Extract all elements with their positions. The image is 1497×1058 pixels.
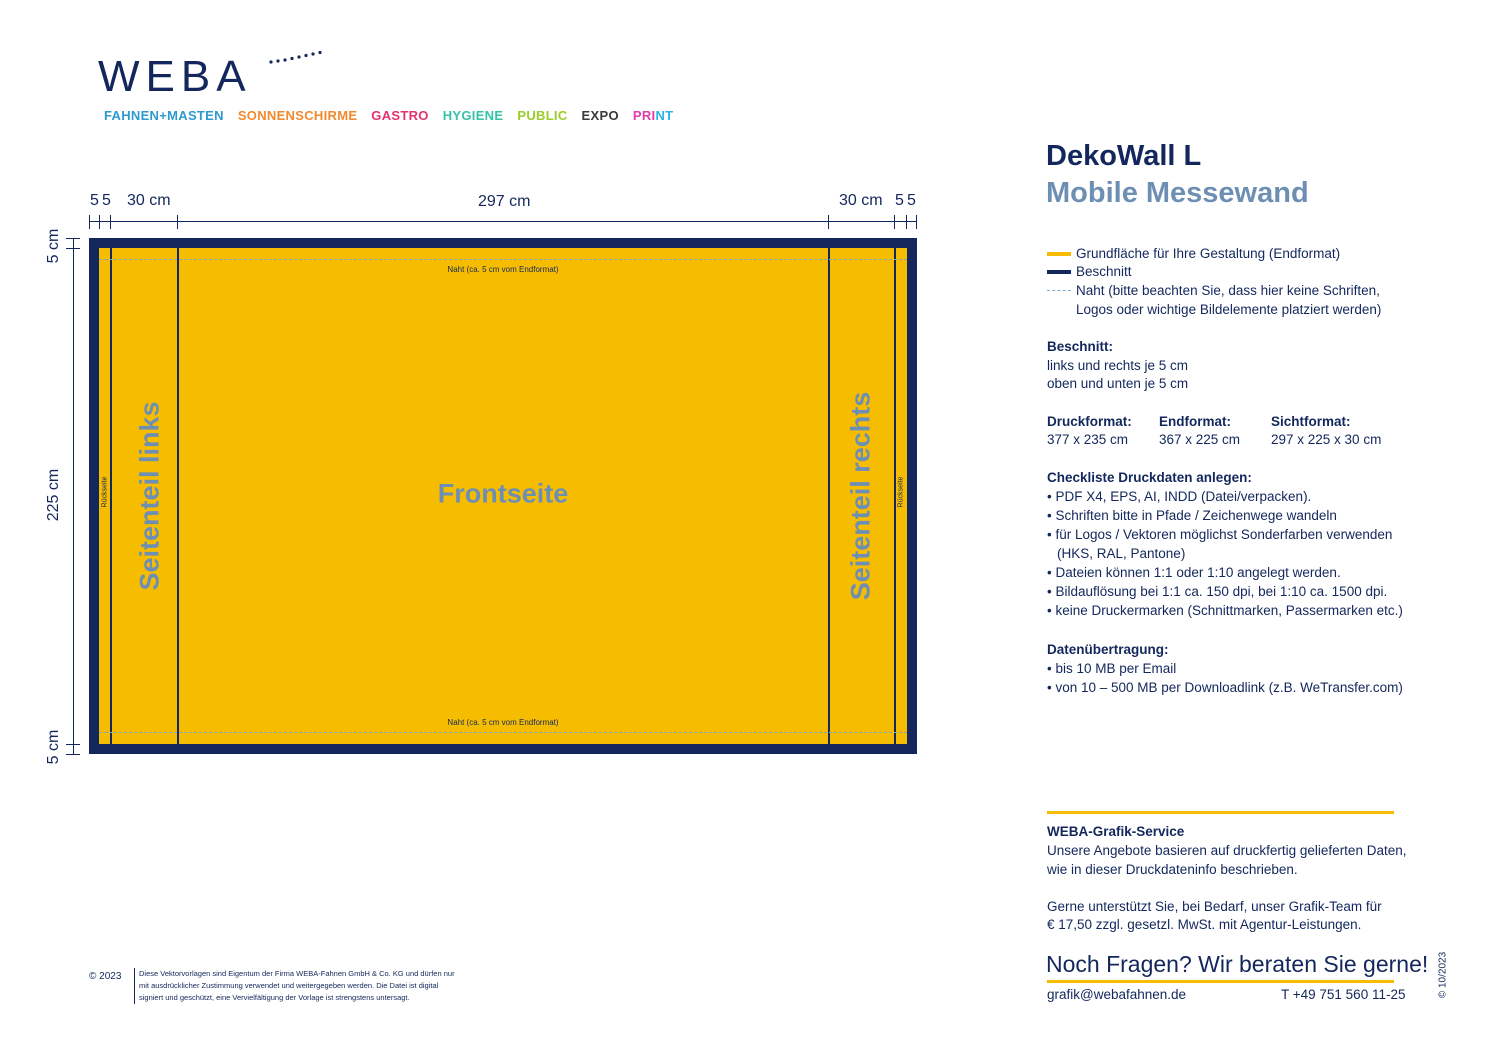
side-label-right: Seitenteil rechts <box>845 391 876 601</box>
dim-tick <box>99 215 100 229</box>
division-sonnenschirme: SONNENSCHIRME <box>237 108 358 123</box>
transfer-item: • von 10 – 500 MB per Downloadlink (z.B. WeTransfer.com) <box>1047 680 1403 695</box>
dim-top-bleed: 5 cm <box>45 228 62 264</box>
dim-tick <box>66 238 80 239</box>
weba-logo: WEBA <box>98 52 252 101</box>
copyright: © 2023 <box>89 971 122 982</box>
legend-navy-swatch <box>1047 270 1071 274</box>
dim-left-bleed-b: 5 <box>102 192 111 209</box>
checklist-item: • PDF X4, EPS, AI, INDD (Datei/verpacken). <box>1047 489 1312 504</box>
dim-tick <box>66 248 80 249</box>
front-label: Frontseite <box>437 478 569 509</box>
beschnitt-line1: links und rechts je 5 cm <box>1047 358 1189 373</box>
druckformat-value: 377 x 235 cm <box>1047 432 1129 447</box>
dim-bottom-bleed: 5 cm <box>45 729 62 765</box>
dim-tick <box>828 215 829 229</box>
legend-beschnitt: Beschnitt <box>1076 264 1132 279</box>
checklist-item: (HKS, RAL, Pantone) <box>1057 546 1186 561</box>
product-subtitle: Mobile Messewand <box>1046 177 1309 209</box>
contact-phone[interactable]: T +49 751 560 11-25 <box>1281 987 1406 1002</box>
legend-grundflaeche: Grundfläche für Ihre Gestaltung (Endformat) <box>1076 246 1341 261</box>
dim-right-side: 30 cm <box>839 192 883 209</box>
contact-headline: Noch Fragen? Wir beraten Sie gerne! <box>1046 951 1429 977</box>
side-label-left: Seitenteil links <box>134 401 165 591</box>
checklist-item: • Dateien können 1:1 oder 1:10 angelegt werden. <box>1047 565 1341 580</box>
dimension-line-left <box>73 238 74 754</box>
dim-tick <box>66 744 80 745</box>
seam-label-bottom: Naht (ca. 5 cm vom Endformat) <box>447 718 559 727</box>
legend-naht-1: Naht (bitte beachten Sie, dass hier keine Schriften, <box>1076 283 1380 298</box>
contact-divider <box>1047 980 1394 983</box>
beschnitt-line2: oben und unten je 5 cm <box>1047 376 1189 391</box>
contact-email[interactable]: grafik@webafahnen.de <box>1047 987 1187 1002</box>
dimension-line-top <box>89 221 917 222</box>
dim-tick <box>110 215 111 229</box>
back-label-right: Rückseite <box>897 476 905 508</box>
service-heading: WEBA-Grafik-Service <box>1047 824 1185 839</box>
seam-label-top: Naht (ca. 5 cm vom Endformat) <box>447 265 559 274</box>
service-text: Gerne unterstützt Sie, bei Bedarf, unser Grafik-Team für <box>1047 899 1382 914</box>
back-label-left: Rückseite <box>101 476 109 508</box>
legal-notice: Diese Vektorvorlagen sind Eigentum der Firma WEBA-Fahnen GmbH & Co. KG und dürfen nur mit ausdrücklicher Zustimmung verwendet und weitergegeben werden. Die Datei ist digital signiert und geschützt, eine Vervielfältigung der Vorlage ist strengstens untersagt. <box>134 968 464 1004</box>
beschnitt-heading: Beschnitt: <box>1047 339 1114 354</box>
dim-tick <box>894 215 895 229</box>
transfer-heading: Datenübertragung: <box>1047 642 1169 657</box>
legend-yellow-swatch <box>1047 252 1071 256</box>
service-text: Unsere Angebote basieren auf druckfertig gelieferten Daten, <box>1047 843 1407 858</box>
dim-tick <box>177 215 178 229</box>
logo-dots-icon <box>268 48 328 68</box>
dim-front: 297 cm <box>478 193 531 210</box>
fold-line-left-side <box>177 248 179 744</box>
checklist-item: • Bildauflösung bei 1:1 ca. 150 dpi, bei 1:10 ca. 1500 dpi. <box>1047 584 1388 599</box>
service-divider <box>1047 811 1394 814</box>
division-fahnen: FAHNEN+MASTEN <box>104 108 224 123</box>
service-text: wie in dieser Druckdateninfo beschrieben. <box>1047 862 1298 877</box>
fold-line-left-back <box>110 248 112 744</box>
checklist-item: • keine Druckermarken (Schnittmarken, Passermarken etc.) <box>1047 603 1403 618</box>
dim-tick <box>66 754 80 755</box>
sichtformat-value: 297 x 225 x 30 cm <box>1271 432 1382 447</box>
fold-line-right-back <box>894 248 896 744</box>
seam-line-top <box>99 259 907 260</box>
service-text: € 17,50 zzgl. gesetzl. MwSt. mit Agentur-Leistungen. <box>1047 917 1362 932</box>
legend-naht-2: Logos oder wichtige Bildelemente platziert werden) <box>1076 302 1382 317</box>
dim-tick <box>906 215 907 229</box>
checklist-item: • Schriften bitte in Pfade / Zeichenwege wandeln <box>1047 508 1337 523</box>
checklist-item: • für Logos / Vektoren möglichst Sonderfarben verwenden <box>1047 527 1393 542</box>
transfer-item: • bis 10 MB per Email <box>1047 661 1177 676</box>
version-date: © 10/2023 <box>1437 951 1449 999</box>
division-gastro: GASTRO <box>371 108 429 123</box>
seam-line-bottom <box>99 732 907 733</box>
dim-right-bleed-b: 5 <box>907 192 916 209</box>
dim-tick <box>89 215 90 229</box>
division-print-b: NT <box>655 108 674 123</box>
division-print-a: PRI <box>632 108 656 123</box>
fold-line-right-side <box>828 248 830 744</box>
sichtformat-label: Sichtformat: <box>1271 414 1351 429</box>
legend-seam-swatch <box>1047 290 1071 291</box>
division-expo: EXPO <box>581 108 619 123</box>
endformat-value: 367 x 225 cm <box>1159 432 1241 447</box>
druckformat-label: Druckformat: <box>1047 414 1132 429</box>
dim-tick <box>916 215 917 229</box>
checklist-heading: Checkliste Druckdaten anlegen: <box>1047 470 1252 485</box>
division-hygiene: HYGIENE <box>442 108 504 123</box>
dim-right-bleed-a: 5 <box>895 192 904 209</box>
dim-height: 225 cm <box>45 468 62 522</box>
dim-left-side: 30 cm <box>127 192 171 209</box>
product-title: DekoWall L <box>1046 140 1202 172</box>
division-public: PUBLIC <box>517 108 568 123</box>
brand-divisions <box>104 108 687 123</box>
dim-left-bleed-a: 5 <box>90 192 99 209</box>
endformat-label: Endformat: <box>1159 414 1231 429</box>
